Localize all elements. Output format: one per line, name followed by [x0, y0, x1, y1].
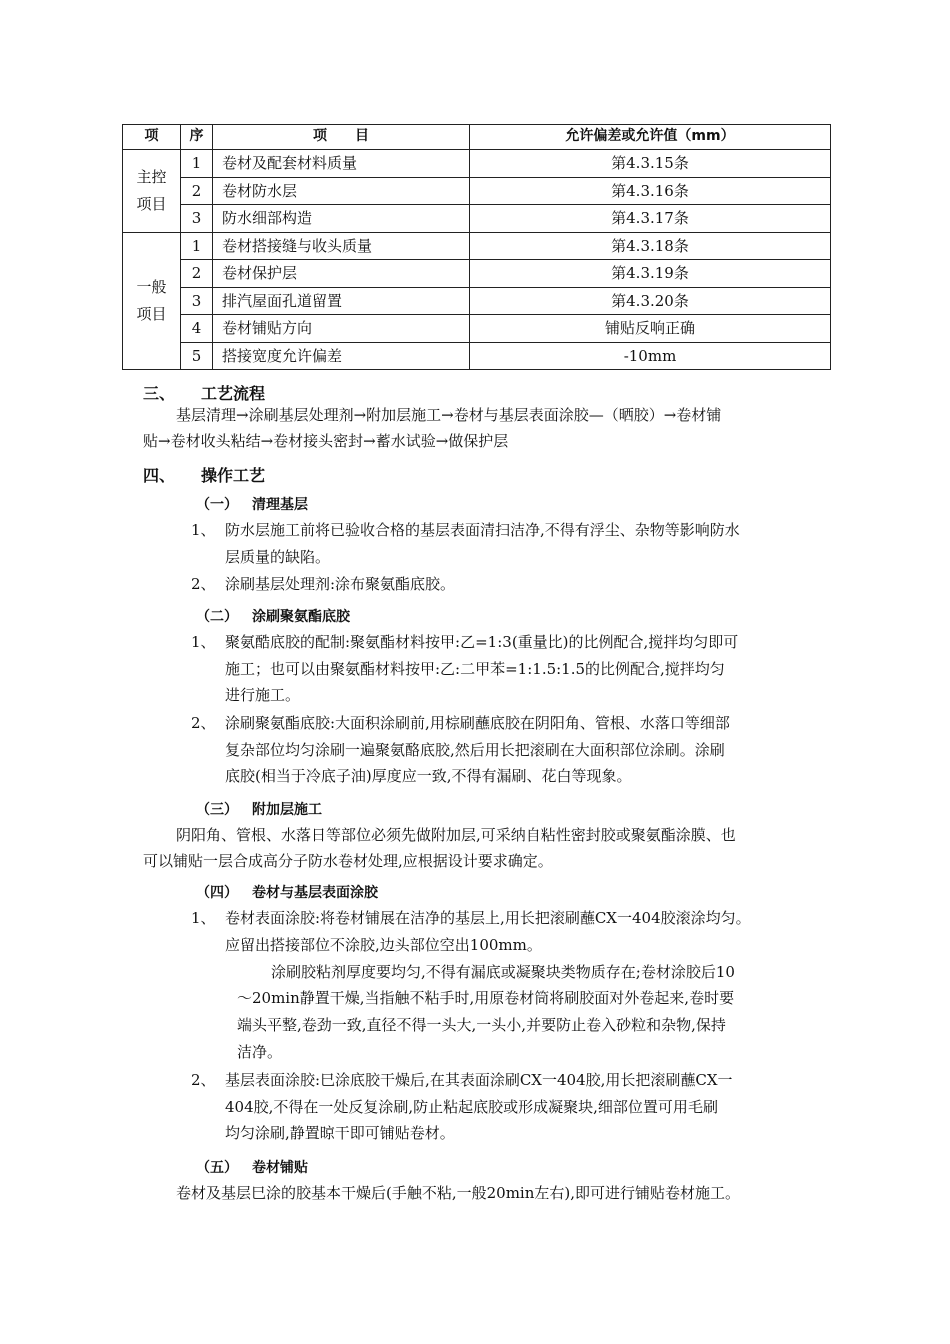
subsection-1-title: 清理基层 [252, 497, 308, 513]
subsection-3-line-2: 可以铺贴一层合成高分子防水卷材处理,应根据设计要求确定。 [143, 852, 553, 870]
row-value: 铺贴反响正确 [470, 315, 831, 343]
table-row [123, 150, 831, 178]
subsection-2-title: 涂刷聚氨酯底胶 [252, 609, 350, 625]
list-item-number: 1、 [191, 909, 216, 927]
list-item-text [225, 629, 815, 709]
list-item-number: 1、 [191, 521, 216, 539]
group-main-control [123, 150, 181, 233]
row-item: 卷材铺贴方向 [213, 315, 470, 343]
subsection-4-para-line-4: 洁净。 [237, 1043, 283, 1061]
row-no: 1 [181, 150, 213, 178]
row-value: 第4.3.15条 [470, 150, 831, 178]
text-line: 均匀涂刷,静置晾干即可铺贴卷材。 [225, 1124, 455, 1142]
list-item-number: 1、 [191, 633, 216, 651]
row-item: 搭接宽度允许偏差 [213, 342, 470, 370]
row-value: 第4.3.19条 [470, 260, 831, 288]
table-row [123, 205, 831, 233]
header-seq: 序 [181, 125, 213, 150]
list-item-text [225, 710, 815, 790]
row-item: 卷材防水层 [213, 177, 470, 205]
table-row [123, 342, 831, 370]
subsection-2-heading [196, 606, 350, 626]
table-header-row [123, 125, 831, 150]
list-item-text [225, 1067, 815, 1147]
table-row [123, 177, 831, 205]
table-row [123, 287, 831, 315]
section-3-number: 三、 [143, 384, 176, 403]
text-line: 底胶(相当于冷底子油)厚度应一致,不得有漏刷、花白等现象。 [225, 767, 632, 785]
text-line: 层质量的缺陷。 [225, 547, 331, 566]
text-line: 施工；也可以由聚氨酯材料按甲:乙:二甲苯=1:1.5:1.5的比例配合,搅拌均匀 [225, 659, 725, 678]
table-row [123, 315, 831, 343]
text-line: 涂刷聚氨酯底胶:大面积涂刷前,用棕刷蘸底胶在阴阳角、管根、水落口等细部 [225, 714, 730, 732]
section-4-title: 操作工艺 [201, 466, 266, 485]
subsection-5-heading [196, 1157, 308, 1177]
subsection-1-heading [196, 494, 308, 514]
row-value: 第4.3.18条 [470, 232, 831, 260]
section-3-line-1: 基层清理→涂刷基层处理剂→附加层施工→卷材与基层表面涂胶—（晒胶）→卷材铺 [176, 406, 722, 424]
list-item-number: 2、 [191, 1071, 216, 1089]
section-3-line-2: 贴→卷材收头粘结→卷材接头密封→蓄水试验→做保护层 [143, 432, 509, 450]
subsection-4-number: （四） [196, 885, 238, 901]
subsection-3-number: （三） [196, 802, 238, 818]
list-item-text [225, 517, 815, 570]
subsection-5-line-1: 卷材及基层巳涂的胶基本干燥后(手触不粘,一般20min左右),即可进行铺贴卷材施工。 [176, 1184, 741, 1202]
row-item: 排汽屋面孔道留置 [213, 287, 470, 315]
text-line: 涂刷基层处理剂:涂布聚氨酯底胶。 [225, 575, 456, 593]
table-row [123, 260, 831, 288]
subsection-5-title: 卷材铺贴 [252, 1160, 308, 1176]
row-no: 4 [181, 315, 213, 343]
list-item-number: 2、 [191, 575, 216, 593]
section-3-title: 工艺流程 [201, 384, 266, 403]
text-line: 应留出搭接部位不涂胶,边头部位空出100mm。 [225, 935, 542, 954]
section-3-heading [143, 381, 266, 404]
subsection-4-heading [196, 882, 378, 902]
row-item: 卷材搭接缝与收头质量 [213, 232, 470, 260]
row-item: 卷材及配套材料质量 [213, 150, 470, 178]
row-no: 3 [181, 287, 213, 315]
header-tolerance: 允许偏差或允许值（mm） [470, 125, 831, 150]
list-item-text [225, 905, 815, 958]
subsection-4-para-line-1: 涂刷胶粘剂厚度要均匀,不得有漏底或凝聚块类物质存在;卷材涂胶后10 [271, 963, 735, 981]
list-item-text [225, 571, 815, 598]
row-item: 卷材保护层 [213, 260, 470, 288]
section-4-heading [143, 463, 266, 486]
row-value: 第4.3.20条 [470, 287, 831, 315]
subsection-1-number: （一） [196, 497, 238, 513]
text-line: 404胶,不得在一处反复涂刷,防止粘起底胶或形成凝聚块,细部位置可用毛刷 [225, 1097, 718, 1116]
text-line: 聚氨酷底胶的配制:聚氨酯材料按甲:乙=1:3(重量比)的比例配合,搅拌均匀即可 [225, 633, 739, 651]
tolerance-table [122, 124, 831, 370]
row-item: 防水细部构造 [213, 205, 470, 233]
row-no: 3 [181, 205, 213, 233]
subsection-2-number: （二） [196, 609, 238, 625]
list-item-number: 2、 [191, 714, 216, 732]
section-4-number: 四、 [143, 466, 176, 485]
group-label: 一般项目 [136, 277, 167, 323]
row-no: 1 [181, 232, 213, 260]
text-line: 复杂部位均匀涂刷一遍聚氨酪底胶,然后用长把滚刷在大面积部位涂刷。涂刷 [225, 740, 725, 759]
text-line: 进行施工。 [225, 686, 301, 704]
row-no: 2 [181, 177, 213, 205]
header-item: 项 目 [213, 125, 470, 150]
subsection-5-number: （五） [196, 1160, 238, 1176]
text-line: 基层表面涂胶:巳涂底胶干燥后,在其表面涂刷CX一404胶,用长把滚刷蘸CX一 [225, 1071, 733, 1089]
subsection-4-title: 卷材与基层表面涂胶 [252, 885, 378, 901]
row-no: 2 [181, 260, 213, 288]
subsection-3-heading [196, 799, 322, 819]
text-line: 防水层施工前将已验收合格的基层表面清扫洁净,不得有浮尘、杂物等影响防水 [225, 521, 740, 539]
subsection-4-para-line-3: 端头平整,卷劲一致,直径不得一头大,一头小,并要防止卷入砂粒和杂物,保持 [237, 1016, 726, 1034]
row-value: 第4.3.16条 [470, 177, 831, 205]
row-no: 5 [181, 342, 213, 370]
subsection-3-line-1: 阴阳角、管根、水落日等部位必须先做附加层,可采纳自粘性密封胶或聚氨酯涂膜、也 [176, 826, 736, 844]
row-value: 第4.3.17条 [470, 205, 831, 233]
header-category: 项 [123, 125, 181, 150]
group-label: 主控项目 [136, 167, 167, 213]
subsection-3-title: 附加层施工 [252, 802, 322, 818]
group-general [123, 232, 181, 370]
subsection-4-para-line-2: ～20min静置干燥,当指触不粘手时,用原卷材筒将刷胶面对外卷起来,卷时要 [237, 989, 735, 1007]
row-value: -10mm [470, 342, 831, 370]
text-line: 卷材表面涂胶:将卷材铺展在洁净的基层上,用长把滚刷蘸CX一404胶滚涂均匀。 [225, 909, 751, 927]
table-row [123, 232, 831, 260]
